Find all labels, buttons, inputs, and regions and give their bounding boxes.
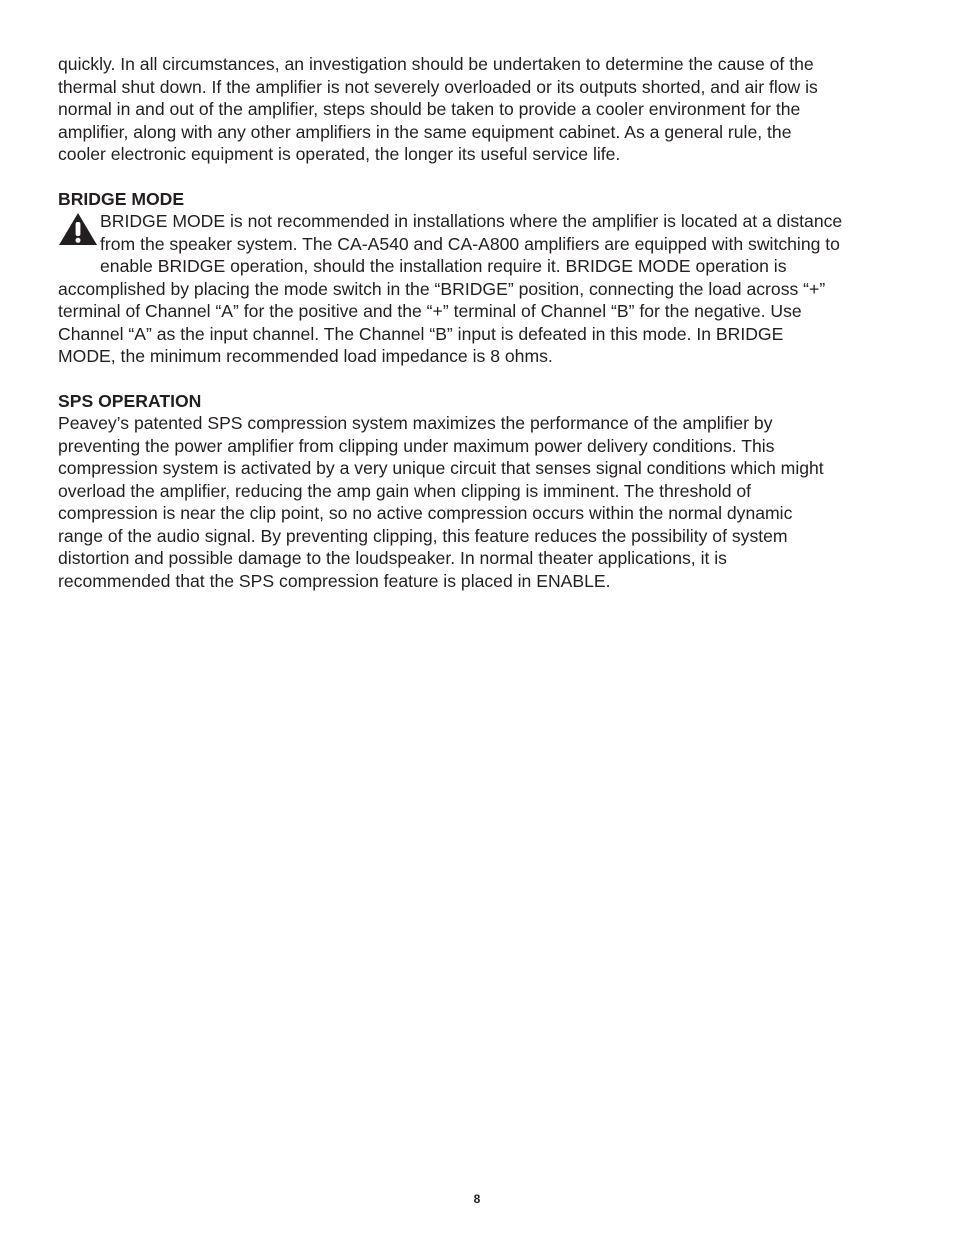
sps-operation-heading: SPS OPERATION xyxy=(58,390,202,411)
page-number: 8 xyxy=(473,1192,481,1206)
bridge-mode-body-text: accomplished by placing the mode switch in the “BRIDGE” position, connecting the load across “+” terminal of Channel “A” for the positive and the “+” terminal of Channel “B” for the negative. Use Channel “A” as the input channel. The Channel “B” input is defeated in this mode. In BRIDGE MODE, the minimum recommended load impedance is 8 ohms. xyxy=(58,278,826,366)
intro-paragraph: quickly. In all circumstances, an investigation should be undertaken to determine the cause of the thermal shut down. If the amplifier is not severely overloaded or its outputs shorted, and air flow is normal in and out of the amplifier, steps should be taken to provide a cooler environment for the amplifier, along with any other amplifiers in the same equipment cabinet. As a general rule, the cooler electronic equipment is operated, the longer its useful service life. xyxy=(58,54,818,164)
sps-operation-paragraph: Peavey’s patented SPS compression system maximizes the performance of the amplifier by preventing the power amplifier from clipping under maximum power delivery conditions. This compression system is activated by a very unique circuit that senses signal conditions which might overload the amplifier, reducing the amp gain when clipping is imminent. The threshold of compression is near the clip point, so no active compression occurs within the normal dynamic range of the audio signal. By preventing clipping, this feature reduces the possibility of system distortion and possible damage to the loudspeaker. In normal theater applications, it is recommended that the SPS compression feature is placed in ENABLE. xyxy=(58,413,824,591)
bridge-mode-section xyxy=(58,210,904,368)
section-spacer xyxy=(58,166,904,188)
bridge-mode-heading: BRIDGE MODE xyxy=(58,188,185,209)
document-page xyxy=(58,53,904,592)
warning-triangle-icon xyxy=(58,212,98,246)
section-spacer xyxy=(58,368,904,390)
bridge-mode-indented-text: BRIDGE MODE is not recommended in installations where the amplifier is located at a distance from the speaker system. The CA-A540 and CA-A800 amplifiers are equipped with switching to enable BRIDGE operation, should the installation require it. BRIDGE MODE operation is xyxy=(100,211,843,276)
